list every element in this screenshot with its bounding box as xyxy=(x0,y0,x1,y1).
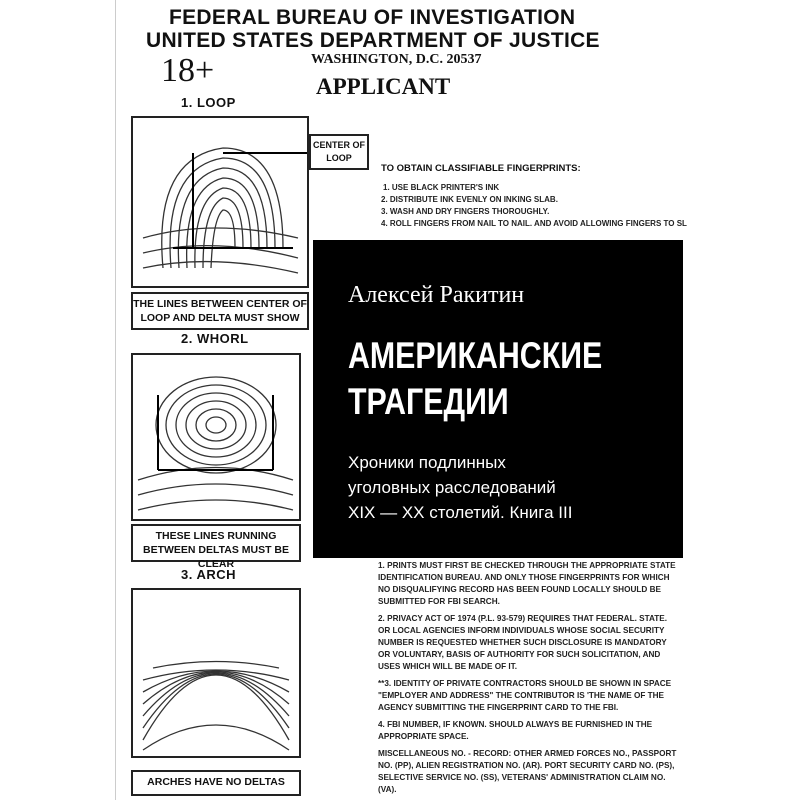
title-panel xyxy=(313,240,683,558)
arch-fingerprint xyxy=(131,588,301,758)
book-title-line: АМЕРИКАНСКИЕ xyxy=(348,335,603,376)
book-subtitle xyxy=(348,450,572,525)
note-item: 2. PRIVACY ACT OF 1974 (P.L. 93-579) REQUIRES THAT FEDERAL. STATE. OR LOCAL AGENCIES INFORM INDIVIDUALS WHOSE SOCIAL SECURITY NUMBER IS REQUESTED WHETHER SUCH DISCLOSURE IS MANDATORY OR VOLUNTARY, BASIS OF AUTHORITY FOR SUCH SOLICITATION, AND USES WHICH WILL BE MADE OF IT. xyxy=(378,614,668,671)
header-doj: UNITED STATES DEPARTMENT OF JUSTICE xyxy=(146,29,600,52)
arch-fingerprint-image xyxy=(133,590,299,756)
loop-label: THE LINES BETWEEN CENTER OF LOOP AND DELTA MUST SHOW xyxy=(131,292,309,330)
header-address: WASHINGTON, D.C. 20537 xyxy=(311,52,482,67)
instructions xyxy=(381,163,687,230)
arch-title: 3. ARCH xyxy=(181,567,237,582)
note-item: MISCELLANEOUS NO. - RECORD: OTHER ARMED FORCES NO., PASSPORT NO. (PP), ALIEN REGISTRATION NO. (AR). PORT SECURITY CARD NO. (PS), SELECTIVE SERVICE NO. (SS), VETERANS' ADMINISTRATION CLAIM NO. (VA). xyxy=(378,749,677,794)
instruction-item: 2. DISTRIBUTE INK EVENLY ON INKING SLAB. xyxy=(381,195,558,204)
whorl-label: THESE LINES RUNNING BETWEEN DELTAS MUST BE CLEAR xyxy=(131,524,301,562)
notes xyxy=(378,560,678,800)
instruction-item: 4. ROLL FINGERS FROM NAIL TO NAIL. AND AVOID ALLOWING FINGERS TO SL xyxy=(381,219,687,228)
book-author: Алексей Ракитин xyxy=(348,282,525,308)
note-item: 1. PRINTS MUST FIRST BE CHECKED THROUGH THE APPROPRIATE STATE IDENTIFICATION BUREAU. AND ONLY THOSE FINGERPRINTS FOR WHICH NO DISQUALIFYING RECORD HAS BEEN FOUND LOCALLY SHOULD BE SUBMITTED FOR FBI SEARCH. xyxy=(378,561,676,606)
instruction-item: 1. USE BLACK PRINTER'S INK xyxy=(383,183,500,192)
book-subtitle-line: уголовных расследований xyxy=(348,478,556,497)
loop-fingerprint-image xyxy=(133,118,307,286)
book-cover xyxy=(115,0,687,800)
whorl-title: 2. WHORL xyxy=(181,331,249,346)
book-subtitle-line: XIX — XX столетий. Книга III xyxy=(348,503,573,522)
whorl-fingerprint xyxy=(131,353,301,521)
header-fbi: FEDERAL BUREAU OF INVESTIGATION xyxy=(169,6,576,29)
age-rating: 18+ xyxy=(161,52,215,89)
note-item: 4. FBI NUMBER, IF KNOWN. SHOULD ALWAYS BE FURNISHED IN THE APPROPRIATE SPACE. xyxy=(378,720,653,741)
loop-fingerprint xyxy=(131,116,309,288)
note-item: **3. IDENTITY OF PRIVATE CONTRACTORS SHOULD BE SHOWN IN SPACE "EMPLOYER AND ADDRESS" THE CONTRIBUTOR IS 'THE NAME OF THE AGENCY SUBMITTING THE FINGERPRINT CARD TO THE FBI. xyxy=(378,679,672,712)
loop-title: 1. LOOP xyxy=(181,95,236,110)
book-title-line: ТРАГЕДИИ xyxy=(348,381,509,422)
instructions-heading: TO OBTAIN CLASSIFIABLE FINGERPRINTS: xyxy=(381,163,581,174)
book-title xyxy=(348,333,602,425)
center-of-loop-callout: CENTER OF LOOP xyxy=(309,134,369,170)
header-applicant: APPLICANT xyxy=(316,74,451,99)
arch-label: ARCHES HAVE NO DELTAS xyxy=(131,770,301,796)
book-subtitle-line: Хроники подлинных xyxy=(348,453,506,472)
whorl-fingerprint-image xyxy=(133,355,299,519)
instruction-item: 3. WASH AND DRY FINGERS THOROUGHLY. xyxy=(381,207,550,216)
